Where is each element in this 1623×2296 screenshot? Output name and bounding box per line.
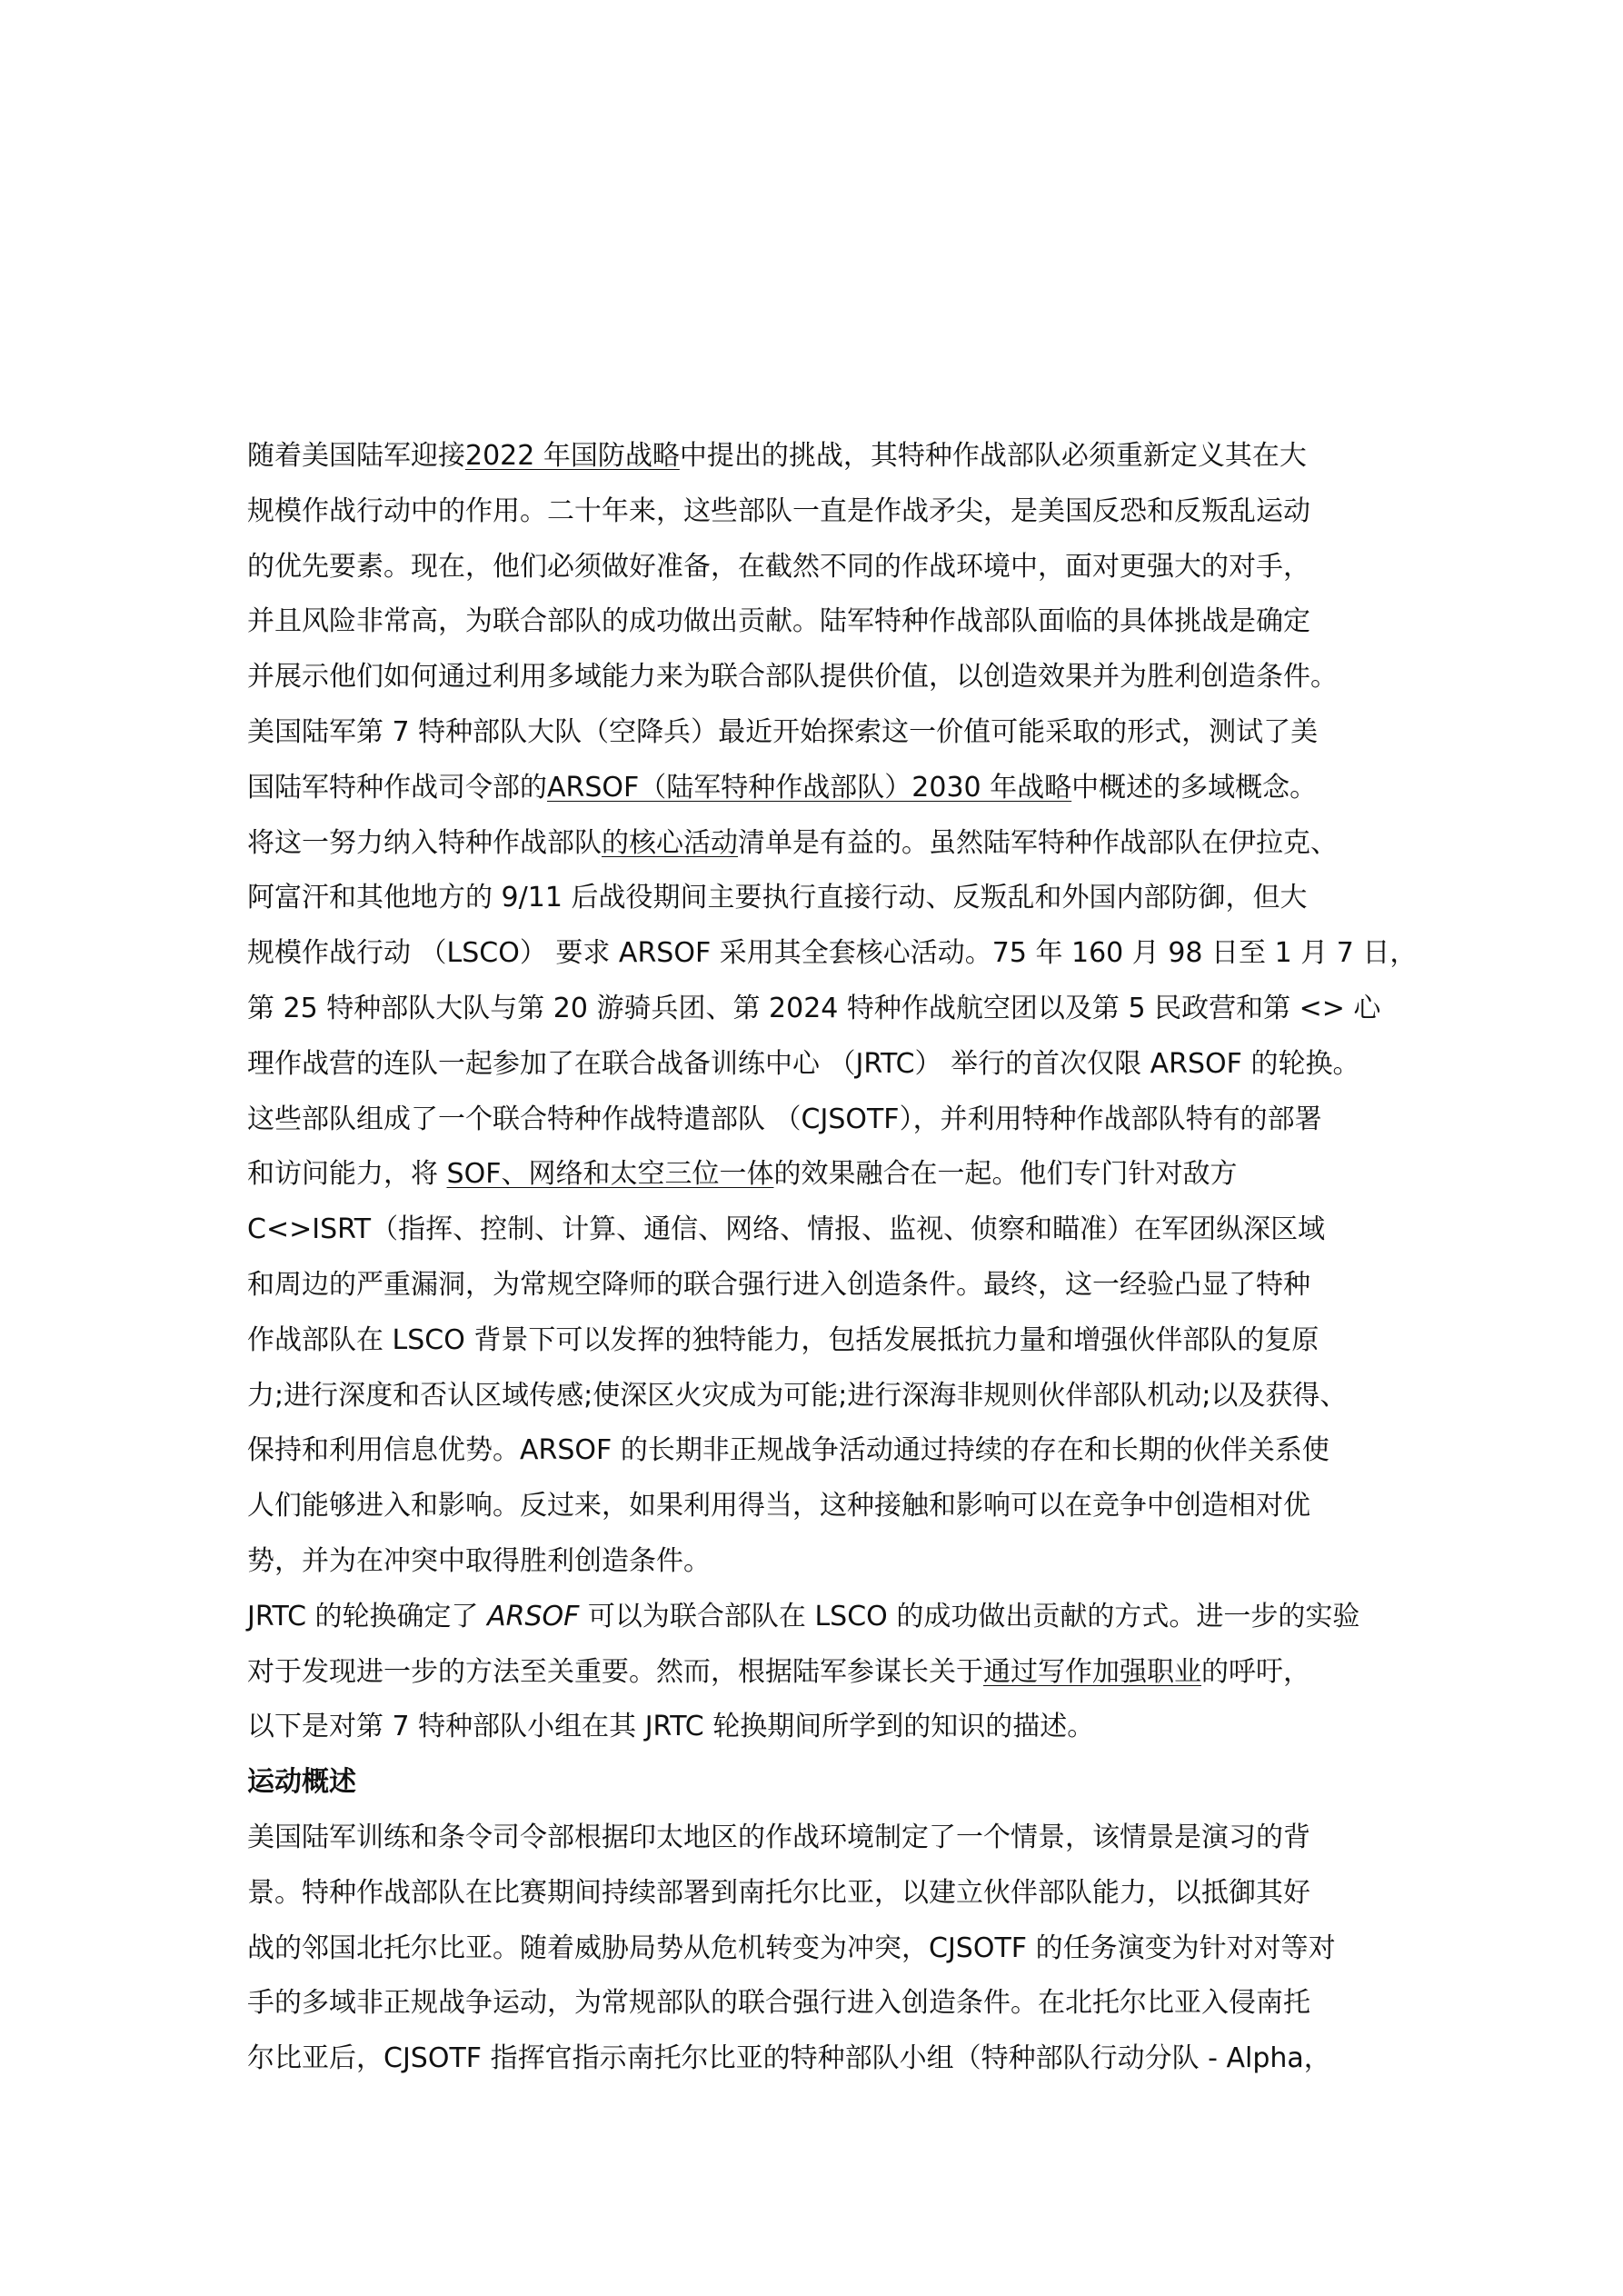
text-run: 人们能够进入和影响。反过来，如果利用得当，这种接触和影响可以在竞争中创造相对优	[247, 1490, 1310, 1522]
text-line	[247, 1423, 1429, 1479]
text-run: 战的邻国北托尔比亚。随着威胁局势从危机转变为冲突，CJSOTF 的任务演变为针对对等对	[247, 1932, 1336, 1964]
text-line	[247, 1093, 1429, 1148]
text-run: 中提出的挑战，其特种作战部队必须重新定义其在大	[679, 440, 1307, 472]
text-line	[247, 429, 1429, 484]
text-line	[247, 1534, 1429, 1590]
text-run: 理作战营的连队一起参加了在联合战备训练中心 （JRTC） 举行的首次仅限 ARSOF 的轮换。	[247, 1047, 1360, 1080]
text-line	[247, 982, 1429, 1037]
text-run: 国陆军特种作战司令部的	[247, 771, 547, 804]
text-run: 美国陆军第 7 特种部队大队（空降兵）最近开始探索这一价值可能采取的形式，测试了美	[247, 715, 1319, 748]
text-run: 中概述的多域概念。	[1071, 771, 1318, 804]
inline-link[interactable]: 2022 年国防战略	[465, 440, 680, 472]
text-run: 的呼吁，	[1201, 1655, 1310, 1688]
inline-link[interactable]: SOF、网络和太空三位一体	[446, 1158, 774, 1191]
text-run: 清单是有益的。虽然陆军特种作战部队在伊拉克、	[738, 826, 1338, 859]
text-line	[247, 484, 1429, 540]
text-line	[247, 1203, 1429, 1258]
text-run: 作战部队在 LSCO 背景下可以发挥的独特能力，包括发展抵抗力量和增强伙伴部队的复原	[247, 1323, 1319, 1356]
italic-text: ARSOF	[487, 1600, 580, 1632]
text-run: 对于发现进一步的方法至关重要。然而，根据陆军参谋长关于	[247, 1655, 983, 1688]
text-run: 保持和利用信息优势。ARSOF 的长期非正规战争活动通过持续的存在和长期的伙伴关系使	[247, 1434, 1329, 1467]
text-line	[247, 1700, 1429, 1755]
text-run: JRTC 的轮换确定了	[247, 1600, 488, 1632]
text-run: 以下是对第 7 特种部队小组在其 JRTC 轮换期间所学到的知识的描述。	[247, 1711, 1095, 1743]
text-line	[247, 1369, 1429, 1424]
text-run: 的优先要素。现在，他们必须做好准备，在截然不同的作战环境中，面对更强大的对手，	[247, 550, 1310, 583]
section-heading	[247, 1755, 1429, 1811]
text-line	[247, 1755, 1429, 1811]
text-line	[247, 1922, 1429, 1977]
text-line	[247, 1313, 1429, 1369]
text-line	[247, 2031, 1429, 2087]
text-run: 随着美国陆军迎接	[247, 440, 465, 472]
text-run: 的效果融合在一起。他们专门针对敌方	[773, 1158, 1238, 1191]
text-run: 尔比亚后，CJSOTF 指挥官指示南托尔比亚的特种部队小组（特种部队行动分队 - Alpha，	[247, 2042, 1331, 2075]
text-line	[247, 1645, 1429, 1701]
text-line	[247, 1147, 1429, 1203]
text-run: 这些部队组成了一个联合特种作战特遣部队 （CJSOTF），并利用特种作战部队特有的部署	[247, 1103, 1322, 1135]
text-run: 力;进行深度和否认区域传感;使深区火灾成为可能;进行深海非规则伙伴部队机动;以及获得、	[247, 1379, 1348, 1412]
text-line	[247, 1976, 1429, 2031]
article-body	[247, 429, 1429, 2087]
paragraph	[247, 1811, 1429, 2087]
text-run: 可以为联合部队在 LSCO 的成功做出贡献的方式。进一步的实验	[579, 1600, 1360, 1632]
paragraph	[247, 816, 1429, 1590]
text-run: 将这一努力纳入特种作战部队	[247, 826, 602, 859]
text-line	[247, 761, 1429, 816]
text-run: 和周边的严重漏洞，为常规空降师的联合强行进入创造条件。最终，这一经验凸显了特种	[247, 1268, 1310, 1301]
text-run: 第 25 特种部队大队与第 20 游骑兵团、第 2024 特种作战航空团以及第 5 民政营和第 <> 心	[247, 992, 1381, 1024]
text-line	[247, 1811, 1429, 1866]
text-line	[247, 1590, 1429, 1645]
text-run: C<>ISRT（指挥、控制、计算、通信、网络、情报、监视、侦察和瞄准）在军团纵深区域	[247, 1213, 1326, 1246]
text-line	[247, 816, 1429, 872]
text-line	[247, 705, 1429, 761]
text-run: 手的多域非正规战争运动，为常规部队的联合强行进入创造条件。在北托尔比亚入侵南托	[247, 1987, 1310, 2020]
text-line	[247, 1866, 1429, 1922]
text-line	[247, 540, 1429, 595]
text-line	[247, 650, 1429, 705]
paragraph	[247, 429, 1429, 816]
inline-link[interactable]: 的核心活动	[602, 826, 738, 859]
text-run: 势，并为在冲突中取得胜利创造条件。	[247, 1544, 711, 1577]
text-run: 规模作战行动 （LSCO） 要求 ARSOF 采用其全套核心活动。75 年 160 月 98 日至 1 月 7 日，	[247, 937, 1418, 970]
text-line	[247, 871, 1429, 926]
inline-link[interactable]: 通过写作加强职业	[983, 1655, 1201, 1688]
inline-link[interactable]: ARSOF（陆军特种作战部队）2030 年战略	[547, 771, 1072, 804]
text-run: 规模作战行动中的作用。二十年来，这些部队一直是作战矛尖，是美国反恐和反叛乱运动	[247, 494, 1310, 527]
text-run: 美国陆军训练和条令司令部根据印太地区的作战环境制定了一个情景，该情景是演习的背	[247, 1821, 1310, 1853]
text-run: 并展示他们如何通过利用多域能力来为联合部队提供价值，以创造效果并为胜利创造条件。	[247, 661, 1338, 694]
paragraph	[247, 1590, 1429, 1755]
text-run: 并且风险非常高，为联合部队的成功做出贡献。陆军特种作战部队面临的具体挑战是确定	[247, 605, 1310, 638]
text-run: 阿富汗和其他地方的 9/11 后战役期间主要执行直接行动、反叛乱和外国内部防御，但大	[247, 882, 1308, 914]
text-line	[247, 926, 1429, 982]
text-line	[247, 1037, 1429, 1093]
text-run: 和访问能力，将	[247, 1158, 447, 1191]
text-line	[247, 1258, 1429, 1313]
text-line	[247, 1479, 1429, 1534]
text-run: 景。特种作战部队在比赛期间持续部署到南托尔比亚，以建立伙伴部队能力，以抵御其好	[247, 1876, 1310, 1909]
text-line	[247, 594, 1429, 650]
text-run: 运动概述	[247, 1766, 356, 1799]
